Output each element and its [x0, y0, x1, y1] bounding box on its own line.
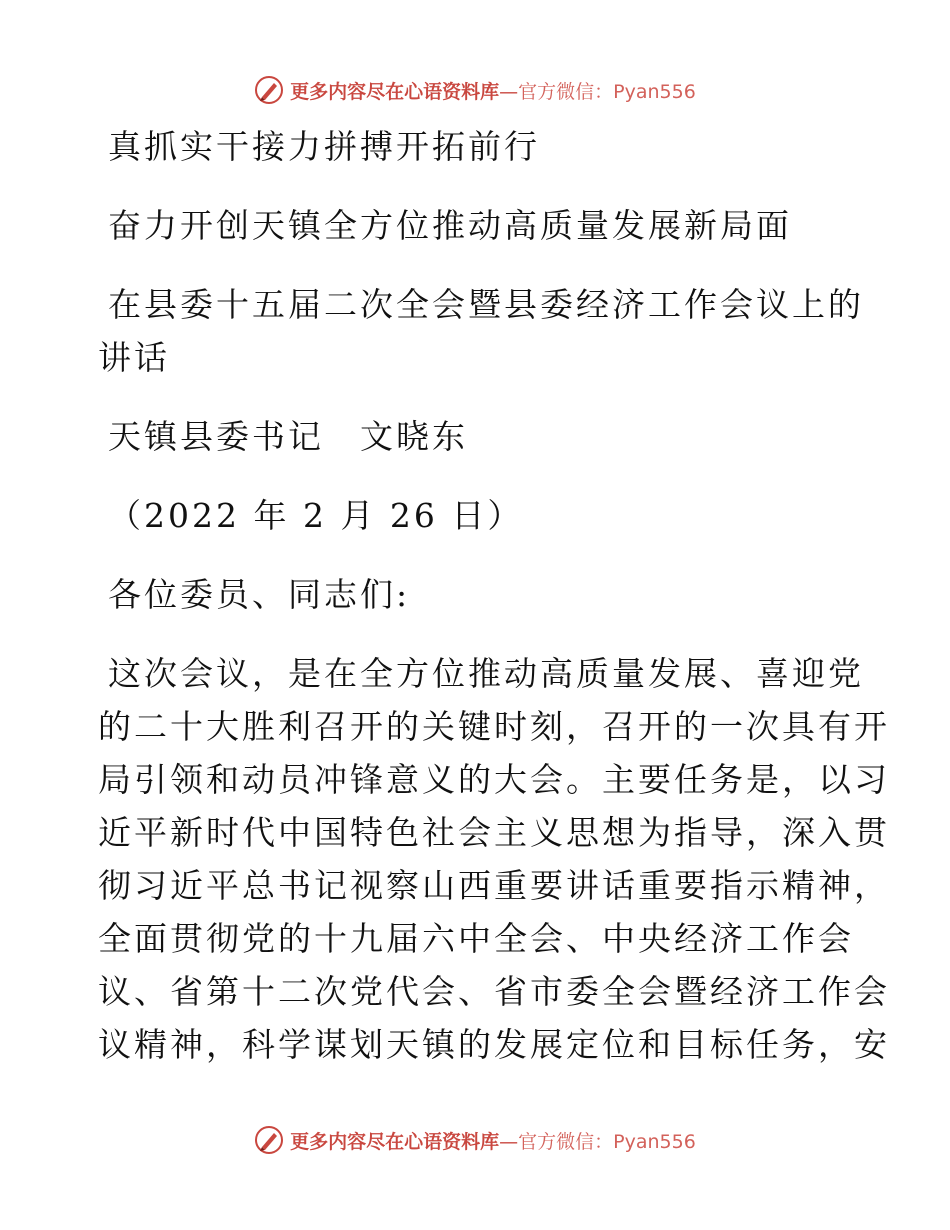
title-line-2: 奋力开创天镇全方位推动高质量发展新局面	[108, 206, 792, 245]
pen-logo-icon	[254, 1125, 284, 1155]
pen-logo-icon	[254, 75, 284, 105]
document-body	[98, 120, 890, 1071]
watermark-text	[290, 1127, 696, 1154]
watermark-text	[290, 77, 696, 104]
watermark-dash: —	[499, 80, 519, 103]
body-line: 这次会议，是在全方位推动高质量发展、喜迎党	[108, 654, 864, 693]
body-line: 全面贯彻党的十九届六中全会、中央经济工作会	[98, 919, 854, 958]
body-line: 议、省第十二次党代会、省市委全会暨经济工作会	[98, 972, 890, 1011]
body-line: 彻习近平总书记视察山西重要讲话重要指示精神，	[98, 866, 890, 905]
watermark-sub: 官方微信：Pyan556	[518, 1130, 696, 1153]
title-line-1: 真抓实干接力拼搏开拓前行	[108, 127, 540, 166]
body-line: 近平新时代中国特色社会主义思想为指导，深入贯	[98, 813, 890, 852]
subtitle-line-1: 在县委十五届二次全会暨县委经济工作会议上的	[108, 285, 864, 324]
header-watermark	[0, 70, 950, 110]
watermark-dash: —	[499, 1130, 519, 1153]
body-line: 的二十大胜利召开的关键时刻，召开的一次具有开	[98, 707, 890, 746]
watermark-main: 更多内容尽在心语资料库	[290, 1130, 500, 1153]
author-line: 天镇县委书记 文晓东	[108, 417, 468, 456]
watermark-main: 更多内容尽在心语资料库	[290, 80, 500, 103]
body-line: 议精神，科学谋划天镇的发展定位和目标任务，安	[98, 1025, 890, 1064]
watermark-sub: 官方微信：Pyan556	[518, 80, 696, 103]
subtitle-line-2: 讲话	[98, 338, 170, 377]
salutation: 各位委员、同志们:	[108, 575, 411, 614]
body-line: 局引领和动员冲锋意义的大会。主要任务是，以习	[98, 760, 890, 799]
footer-watermark	[0, 1120, 950, 1160]
date-line: （2022 年 2 月 26 日）	[108, 496, 524, 535]
